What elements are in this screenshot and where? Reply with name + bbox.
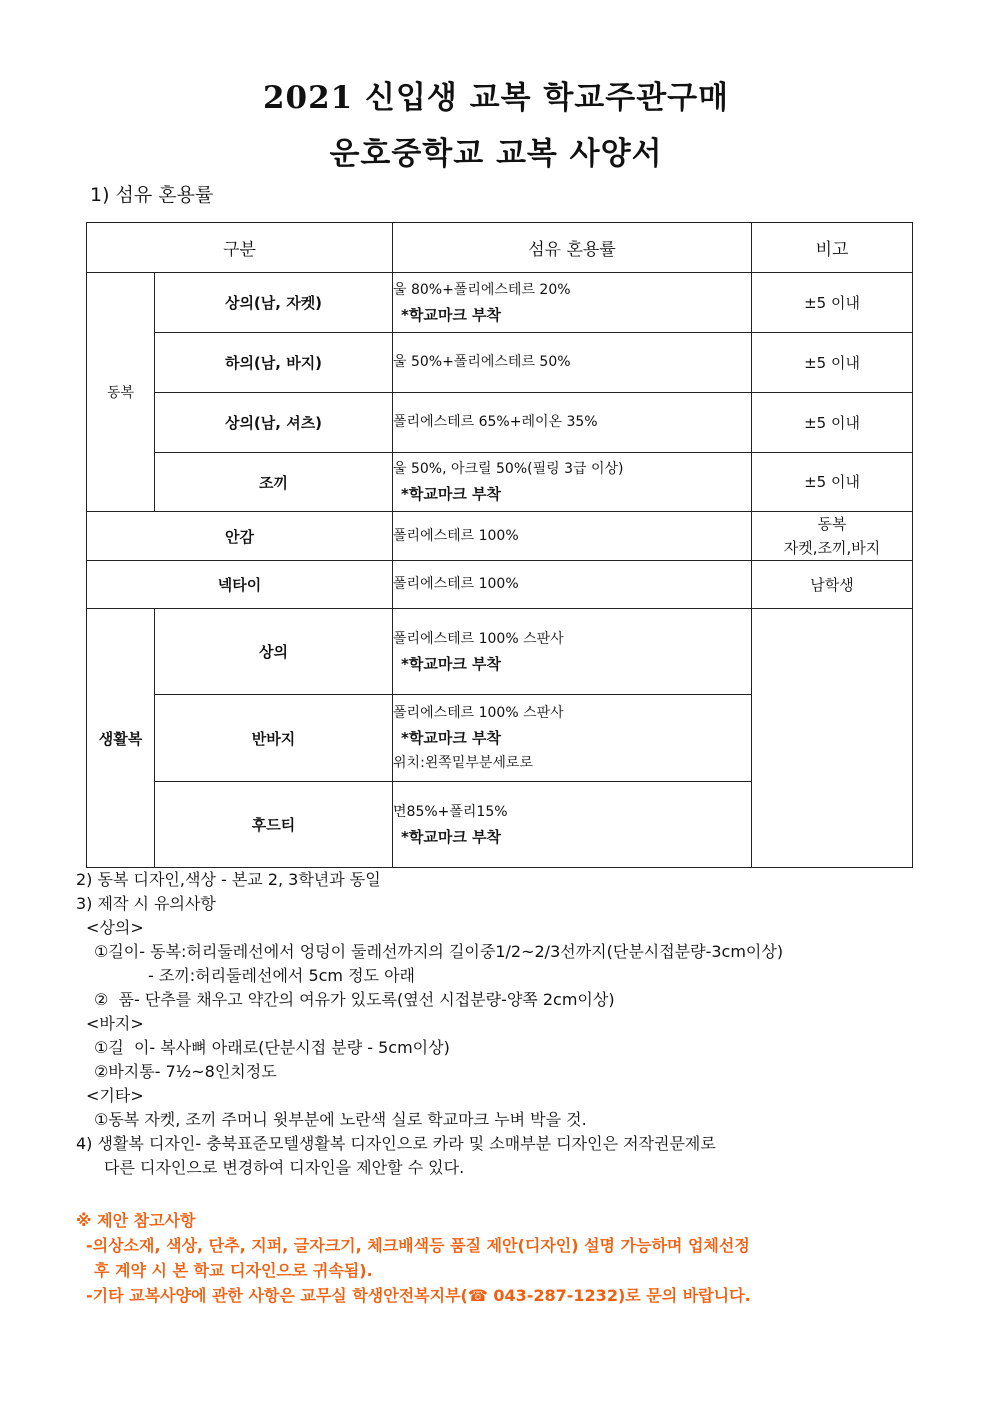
table-row [87, 512, 913, 561]
note-pants-length: ①길 이- 복사뼈 아래로(단분시접 분량 - 5cm이상) [94, 1038, 450, 1057]
proposal-line: 후 계약 시 본 학교 디자인으로 귀속됨). [94, 1261, 373, 1280]
note-pants-width: ②바지통- 7½~8인치정도 [94, 1062, 277, 1081]
school-mark-note: *학교마크 부착 [401, 827, 502, 846]
table-header-row [87, 223, 913, 273]
page-subtitle: 운호중학교 교복 사양서 [329, 136, 663, 172]
proposal-line: -의상소재, 색상, 단추, 지퍼, 글자크기, 체크배색등 품질 제안(디자인) 설명 가능하며 업체선정 [86, 1236, 750, 1255]
table-row [87, 453, 913, 512]
proposal-contact: -기타 교복사양에 관한 사항은 교무실 학생안전복지부(☎ 043-287-1232)로 문의 바랍니다. [86, 1286, 751, 1305]
production-notes [76, 868, 926, 1180]
school-mark-note: *학교마크 부착 [401, 654, 502, 673]
item-name: 상의 [155, 609, 393, 695]
remark-cell: ±5 이내 [752, 453, 913, 512]
proposal-heading: ※ 제안 참고사항 [76, 1211, 196, 1230]
item-name: 반바지 [155, 695, 393, 782]
remark-cell: ±5 이내 [752, 273, 913, 333]
material-text: 울 50%, 아크릴 50%(필링 3급 이상) [393, 461, 624, 477]
table-row [87, 333, 913, 393]
table-row [87, 393, 913, 453]
note-school-mark: ①동복 자켓, 조끼 주머니 윗부분에 노란색 실로 학교마크 누벼 박을 것. [94, 1110, 587, 1129]
material-text: 폴리에스테르 65%+레이온 35% [393, 414, 598, 430]
material-text: 면85%+폴리15% [393, 803, 508, 820]
material-text: 울 50%+폴리에스테르 50% [393, 354, 571, 370]
material-cell [393, 333, 752, 393]
table-row [87, 609, 913, 695]
note-casual-design-cont: 다른 디자인으로 변경하여 디자인을 제안할 수 있다. [104, 1158, 465, 1177]
school-mark-note: *학교마크 부착 [401, 305, 502, 324]
material-text: 폴리에스테르 100% 스판사 [393, 630, 564, 647]
mark-position-note: 위치:왼쪽밑부분세로로 [393, 754, 533, 771]
material-cell: 폴리에스테르 100% [393, 561, 752, 609]
label-etc: <기타> [86, 1086, 144, 1105]
fiber-spec-table [86, 222, 913, 868]
table-row [87, 273, 913, 333]
note-top-length: ①길이- 동복:허리둘레선에서 엉덩이 둘레선까지의 길이중1/2~2/3선까지(단분시접분량-3cm이상) [94, 942, 784, 961]
remark-line: 동복 [817, 515, 847, 533]
material-text: 울 80%+폴리에스테르 20% [393, 281, 571, 298]
remark-line: 자켓,조끼,바지 [783, 539, 881, 557]
section-heading-fiber: 1) 섬유 혼용률 [90, 184, 214, 206]
item-name: 넥타이 [87, 561, 393, 609]
label-pants: <바지> [86, 1014, 144, 1033]
material-cell [393, 695, 752, 782]
item-name: 하의(남, 바지) [155, 333, 393, 393]
note-top-width: ② 품- 단추를 채우고 약간의 여유가 있도록(옆선 시접분량-양쪽 2cm이상) [94, 990, 615, 1009]
remark-cell-empty [752, 609, 913, 868]
material-cell [393, 273, 752, 333]
header-fiber-ratio: 섬유 혼용률 [393, 223, 752, 273]
note-production-heading: 3) 제작 시 유의사항 [76, 894, 216, 913]
remark-cell: ±5 이내 [752, 393, 913, 453]
table-row [87, 561, 913, 609]
page-title: 2021 신입생 교복 학교주관구매 [262, 80, 730, 116]
item-name: 상의(남, 셔츠) [155, 393, 393, 453]
material-cell [393, 393, 752, 453]
item-name: 후드티 [155, 782, 393, 868]
group-winter: 동복 [87, 273, 155, 512]
note-vest-length: - 조끼:허리둘레선에서 5cm 정도 아래 [148, 966, 415, 985]
header-category: 구분 [87, 223, 393, 273]
school-mark-note: *학교마크 부착 [401, 728, 502, 747]
header-remarks: 비고 [752, 223, 913, 273]
group-casual: 생활복 [87, 609, 155, 868]
school-mark-note: *학교마크 부착 [401, 485, 502, 503]
material-cell: 폴리에스테르 100% [393, 512, 752, 561]
material-text: 폴리에스테르 100% 스판사 [393, 704, 564, 721]
note-design-color: 2) 동복 디자인,색상 - 본교 2, 3학년과 동일 [76, 870, 381, 889]
label-top: <상의> [86, 918, 144, 937]
item-name: 안감 [87, 512, 393, 561]
remark-cell: 남학생 [752, 561, 913, 609]
remark-cell: ±5 이내 [752, 333, 913, 393]
item-name: 조끼 [155, 453, 393, 512]
remark-cell [752, 512, 913, 561]
material-cell [393, 453, 752, 512]
material-cell [393, 609, 752, 695]
proposal-notes [76, 1208, 926, 1308]
item-name: 상의(남, 자켓) [155, 273, 393, 333]
note-casual-design: 4) 생활복 디자인- 충북표준모텔생활복 디자인으로 카라 및 소매부분 디자인은 저작권문제로 [76, 1134, 716, 1153]
material-cell [393, 782, 752, 868]
